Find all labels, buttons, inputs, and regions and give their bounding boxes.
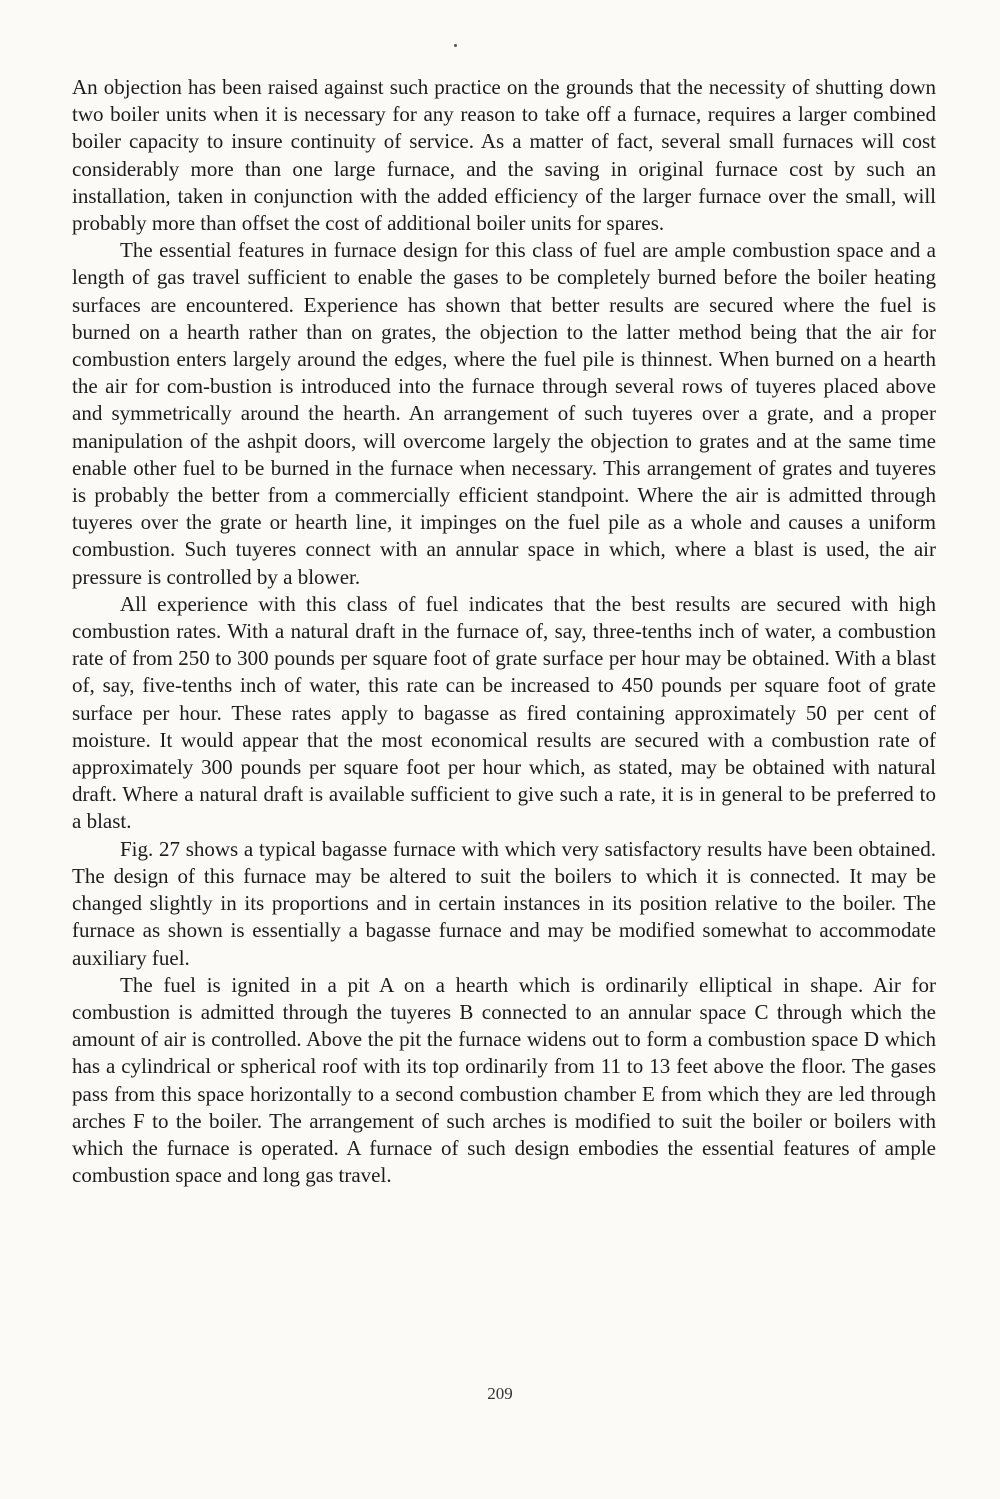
page-number: 209	[487, 1384, 513, 1403]
paragraph: Fig. 27 shows a typical bagasse furnace with which very satisfactory results have been obtained. The design of this furnace may be altered to suit the boilers to which it is connected. It may be changed slightly in its proportions and in certain instances in its position relative to the boiler. The furnace as shown is essentially a bagasse furnace and may be modified somewhat to accommodate auxiliary fuel.	[72, 836, 936, 970]
paragraph: An objection has been raised against such practice on the grounds that the necessity of shutting down two boiler units when it is necessary for any reason to take off a furnace, requires a larger combined boiler capacity to insure continuity of service. As a matter of fact, several small furnaces will cost considerably more than one large furnace, and the saving in original furnace cost by such an installation, taken in conjunction with the added efficiency of the larger furnace over the small, will probably more than offset the cost of additional boiler units for spares.	[72, 75, 936, 236]
paragraph: All experience with this class of fuel indicates that the best results are secured with high combustion rates. With a natural draft in the furnace of, say, three-tenths inch of water, a combustion rate of from 250 to 300 pounds per square foot of grate surface per hour may be obtained. With a blast of, say, five-tenths inch of water, this rate can be increased to 450 pounds per square foot of grate surface per hour. These rates apply to bagasse as fired containing approximately 50 per cent of moisture. It would appear that the most economical results are secured with a combustion rate of approximately 300 pounds per square foot per hour which, as stated, may be obtained with natural draft. Where a natural draft is available sufficient to give such a rate, it is in general to be preferred to a blast.	[72, 591, 936, 834]
paragraph: The fuel is ignited in a pit A on a hearth which is ordinarily elliptical in shape. Air for combustion is admitted through the tuyeres B connected to an annular space C through which the amount of air is controlled. Above the pit the furnace widens out to form a combustion space D which has a cylindrical or spherical roof with its top ordinarily from 11 to 13 feet above the floor. The gases pass from this space horizontally to a second combustion chamber E from which they are led through arches F to the boiler. The arrangement of such arches is modified to suit the boiler or boilers with which the furnace is operated. A furnace of such design embodies the essential features of ample combustion space and long gas travel.	[72, 972, 936, 1188]
body-text	[72, 74, 936, 1189]
ink-speck	[454, 44, 457, 47]
paragraph: The essential features in furnace design for this class of fuel are ample combustion space and a length of gas travel sufficient to enable the gases to be completely burned before the boiler heating surfaces are encountered. Experience has shown that better results are secured where the fuel is burned on a hearth rather than on grates, the objection to the latter method being that the air for combustion enters largely around the edges, where the fuel pile is thinnest. When burned on a hearth the air for com-bustion is introduced into the furnace through several rows of tuyeres placed above and symmetrically around the hearth. An arrangement of such tuyeres over a grate, and a proper manipulation of the ashpit doors, will overcome largely the objection to grates and at the same time enable other fuel to be burned in the furnace when necessary. This arrangement of grates and tuyeres is probably the better from a commercially efficient standpoint. Where the air is admitted through tuyeres over the grate or hearth line, it impinges on the fuel pile as a whole and causes a uniform combustion. Such tuyeres connect with an annular space in which, where a blast is used, the air pressure is controlled by a blower.	[72, 238, 936, 589]
